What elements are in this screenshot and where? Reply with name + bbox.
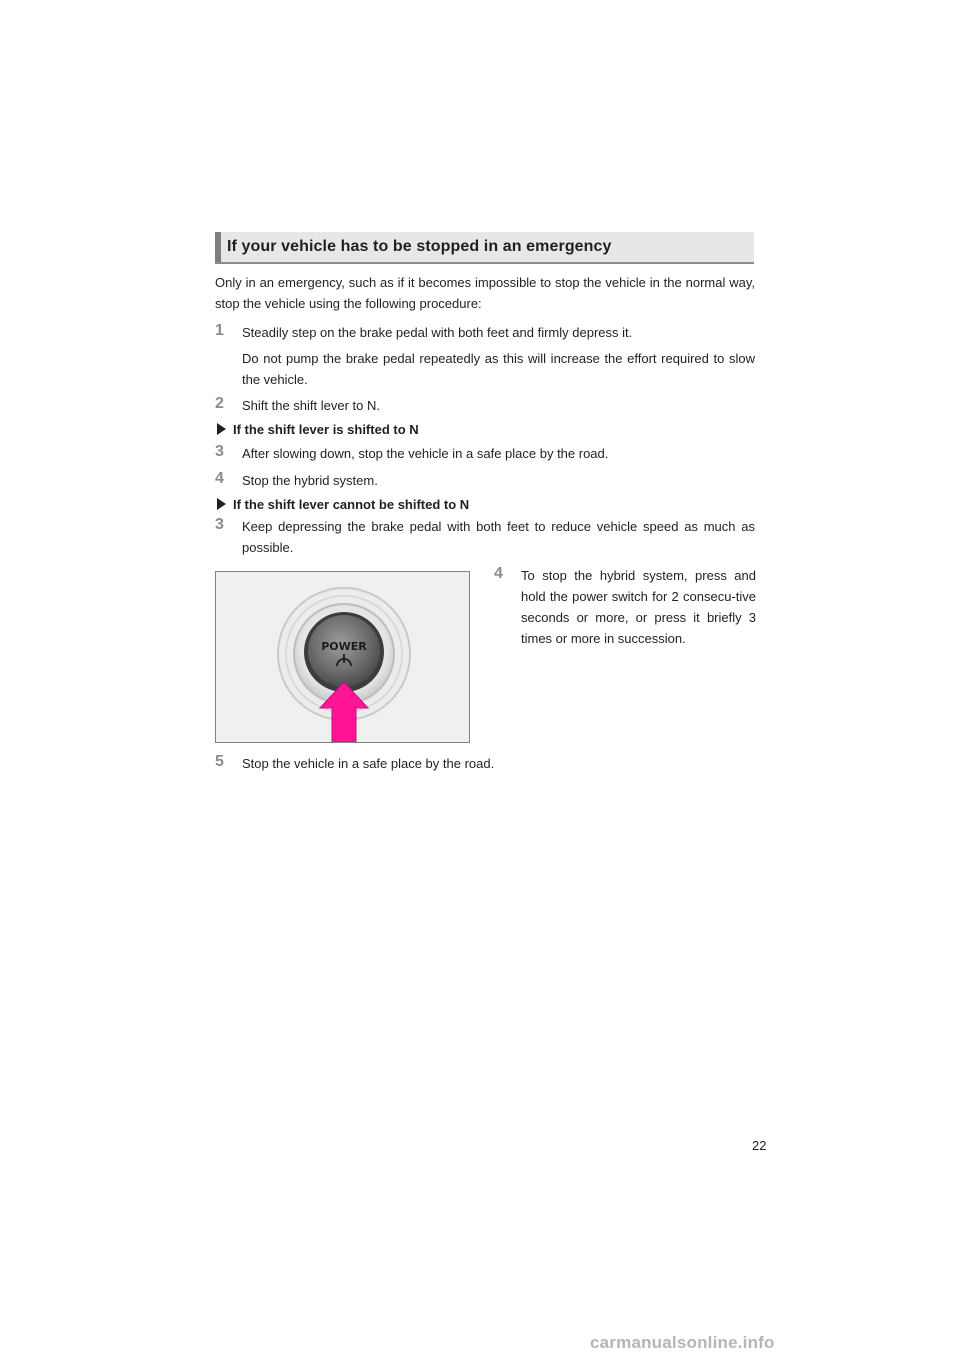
step-text: Stop the vehicle in a safe place by the road.	[242, 756, 495, 771]
case-not-shifted-step-3	[215, 516, 755, 558]
case-not-shifted-step-4	[494, 565, 756, 649]
step-text: Steadily step on the brake pedal with both feet and firmly depress it.	[242, 325, 633, 340]
step-number: 1	[215, 322, 224, 339]
step-text: After slowing down, stop the vehicle in a safe place by the road.	[242, 446, 609, 461]
case-shifted-step-3	[215, 443, 755, 464]
step-1	[215, 322, 755, 343]
case-not-shifted-step-5	[215, 753, 755, 774]
step-text: To stop the hybrid system, press and hold the power switch for 2 consecu-tive seconds or more, or press it briefly 3 times or more in succession.	[521, 568, 756, 646]
page-number: 22	[752, 1138, 767, 1153]
case-heading-text: If the shift lever is shifted to N	[233, 422, 419, 437]
step-text: Keep depressing the brake pedal with both feet to reduce vehicle speed as much as possible.	[242, 519, 755, 555]
section-header	[215, 232, 754, 264]
button-label: POWER	[321, 640, 367, 653]
triangle-bullet-icon	[217, 498, 226, 510]
step-number: 5	[215, 753, 224, 770]
step-number: 4	[494, 565, 503, 582]
step-1-note	[215, 348, 755, 390]
case-shifted-heading	[217, 420, 757, 440]
step-2	[215, 395, 755, 416]
intro-paragraph: Only in an emergency, such as if it becomes impossible to stop the vehicle in the normal way, stop the vehicle using the following procedure:	[215, 275, 755, 311]
step-number: 3	[215, 443, 224, 460]
section-title: If your vehicle has to be stopped in an emergency	[227, 238, 612, 255]
power-switch-drawing	[216, 572, 469, 742]
step-text: Stop the hybrid system.	[242, 473, 378, 488]
power-switch-illustration	[215, 571, 470, 743]
watermark: carmanualsonline.info	[590, 1333, 775, 1352]
section-header-bar	[215, 232, 221, 262]
case-shifted-step-4	[215, 470, 755, 491]
note-text: Do not pump the brake pedal repeatedly as this will increase the effort required to slow the vehicle.	[242, 351, 755, 387]
step-text: Shift the shift lever to N.	[242, 398, 381, 413]
case-not-shifted-heading	[217, 495, 757, 515]
step-number: 3	[215, 516, 224, 533]
case-heading-text: If the shift lever cannot be shifted to N	[233, 497, 470, 512]
step-number: 2	[215, 395, 224, 412]
triangle-bullet-icon	[217, 423, 226, 435]
step-number: 4	[215, 470, 224, 487]
